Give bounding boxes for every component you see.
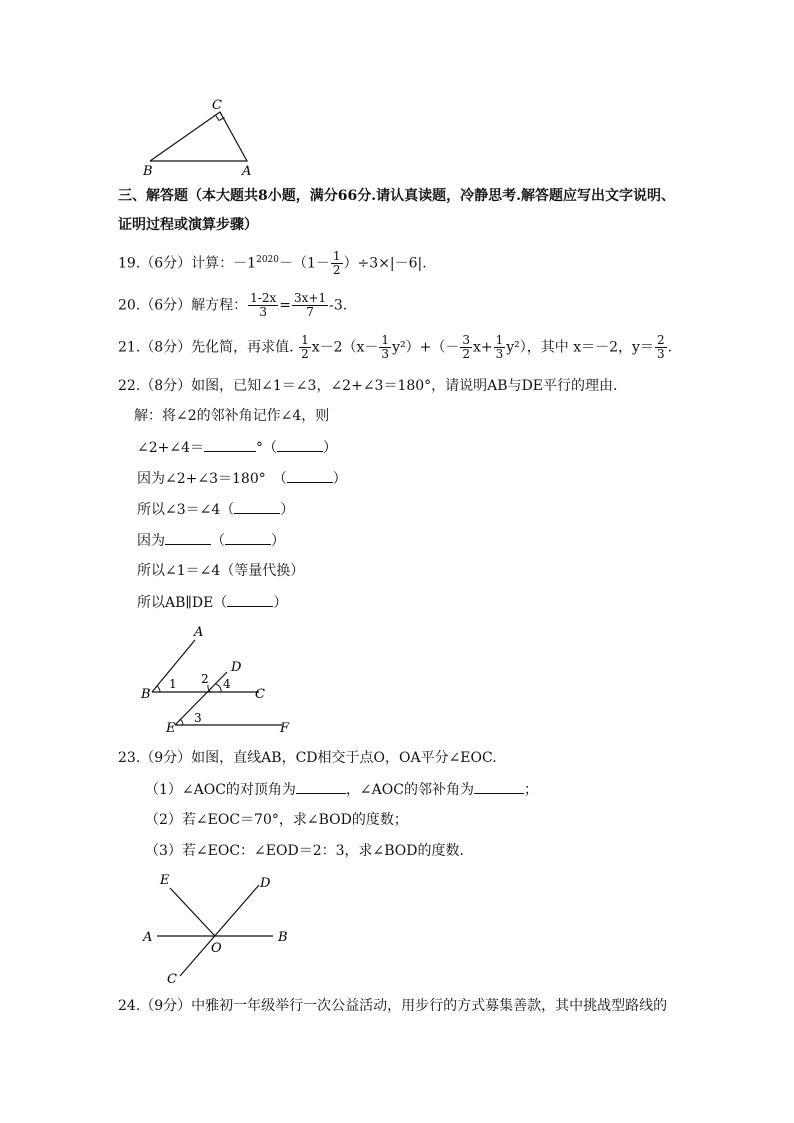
q22-step-3: 所以∠3＝∠4（ ） xyxy=(137,499,294,520)
label-e: E xyxy=(160,873,170,888)
label-e: E xyxy=(166,721,176,736)
label-o: O xyxy=(211,941,222,956)
answer-blank[interactable] xyxy=(225,530,271,545)
fraction: $\frac{1}{2}$ xyxy=(332,249,341,278)
label-b: B xyxy=(141,687,151,702)
angle-label-2: 2 xyxy=(201,672,209,686)
question-20: 20.（6分）解方程： $\frac{1-2x}{3}$ = $\frac{3x+1}{7}$ -3. xyxy=(118,291,348,319)
label-d: D xyxy=(260,876,271,891)
label-a: A xyxy=(194,625,204,640)
angle-mark-1 xyxy=(157,686,160,692)
q22-step-2: 因为∠2+∠3＝180° （ ） xyxy=(137,468,347,489)
angle-label-1: 1 xyxy=(169,677,177,691)
label-b: B xyxy=(278,930,288,945)
answer-blank[interactable] xyxy=(227,592,273,607)
label-c: C xyxy=(212,98,222,113)
label-c: C xyxy=(167,972,177,987)
q22-step-1: ∠2+∠4＝ °（ ） xyxy=(137,437,337,458)
question-21: 21.（8分）先化简，再求值. $\frac{1}{2}$ x－2（x－ $\frac{1}{3}$ y²）+（－ $\frac{3}{2}$ x+ $\frac{1}{3}$ y²），其中 x＝－2，y＝ $\frac{2}{3}$ . xyxy=(118,333,673,361)
q22-step-5: 所以∠1＝∠4（等量代换） xyxy=(137,563,305,579)
fraction: $\frac{1}{3}$ xyxy=(381,333,390,361)
fraction: $\frac{3}{2}$ xyxy=(462,333,470,361)
section-title-line1: 三、解答题（本大题共8小题，满分66分.请认真读题，冷静思考.解答题应写出文字说明、 xyxy=(118,188,675,204)
label-f: F xyxy=(280,721,290,736)
q22-solution-intro: 解：将∠2的邻补角记作∠4，则 xyxy=(134,408,330,424)
line-cd xyxy=(180,885,259,976)
fraction: $\frac{1}{3}$ xyxy=(495,333,504,361)
question-23-stem: 23.（9分）如图，直线AB，CD相交于点O，OA平分∠EOC. xyxy=(118,750,497,766)
right-angle-mark xyxy=(216,115,225,121)
answer-blank[interactable] xyxy=(165,530,211,545)
label-a: A xyxy=(143,930,153,945)
triangle-figure xyxy=(140,95,260,180)
angle-mark-4 xyxy=(215,684,221,692)
angle-label-3: 3 xyxy=(194,711,202,725)
question-19: 19.（6分）计算：$-1^{2020}-(1-$ $\frac{1}{2}$ ）÷3×|－6|. xyxy=(118,249,427,278)
answer-blank[interactable] xyxy=(474,779,524,794)
fraction: $\frac{1}{2}$ xyxy=(301,333,309,361)
section-title-line2: 证明过程或演算步骤） xyxy=(118,217,258,233)
answer-blank[interactable] xyxy=(287,468,333,483)
angle-label-4: 4 xyxy=(223,677,231,691)
triangle-outline xyxy=(150,112,247,161)
answer-blank[interactable] xyxy=(296,779,346,794)
q23-intersecting-lines-figure xyxy=(135,868,305,993)
q23-part-3: （3）若∠EOC：∠EOD＝2：3，求∠BOD的度数. xyxy=(145,843,464,859)
q22-step-6: 所以AB∥DE（ ） xyxy=(137,592,287,613)
question-24-stem: 24.（9分）中雅初一年级举行一次公益活动，用步行的方式募集善款，其中挑战型路线的 xyxy=(118,998,668,1014)
label-b: B xyxy=(143,164,153,179)
fraction: $\frac{1-2x}{3}$ xyxy=(250,291,277,319)
answer-blank[interactable] xyxy=(277,437,323,452)
label-d: D xyxy=(231,660,242,675)
answer-blank[interactable] xyxy=(204,437,256,452)
question-22-stem: 22.（8分）如图，已知∠1＝∠3，∠2+∠3＝180°，请说明AB与DE平行的理由. xyxy=(118,378,618,394)
q23-part-1: （1）∠AOC的对顶角为 ，∠AOC的邻补角为 ； xyxy=(145,779,538,800)
label-a: A xyxy=(242,164,252,179)
q22-step-4: 因为 （ ） xyxy=(137,530,285,551)
q23-part-2: （2）若∠EOC＝70°，求∠BOD的度数； xyxy=(145,812,408,828)
q22-parallel-figure xyxy=(135,620,305,740)
label-c: C xyxy=(255,687,265,702)
fraction: $\frac{2}{3}$ xyxy=(656,333,665,361)
answer-blank[interactable] xyxy=(234,499,280,514)
ray-oe xyxy=(170,888,215,936)
fraction: $\frac{3x+1}{7}$ xyxy=(294,291,327,319)
angle-mark-3 xyxy=(180,719,183,725)
